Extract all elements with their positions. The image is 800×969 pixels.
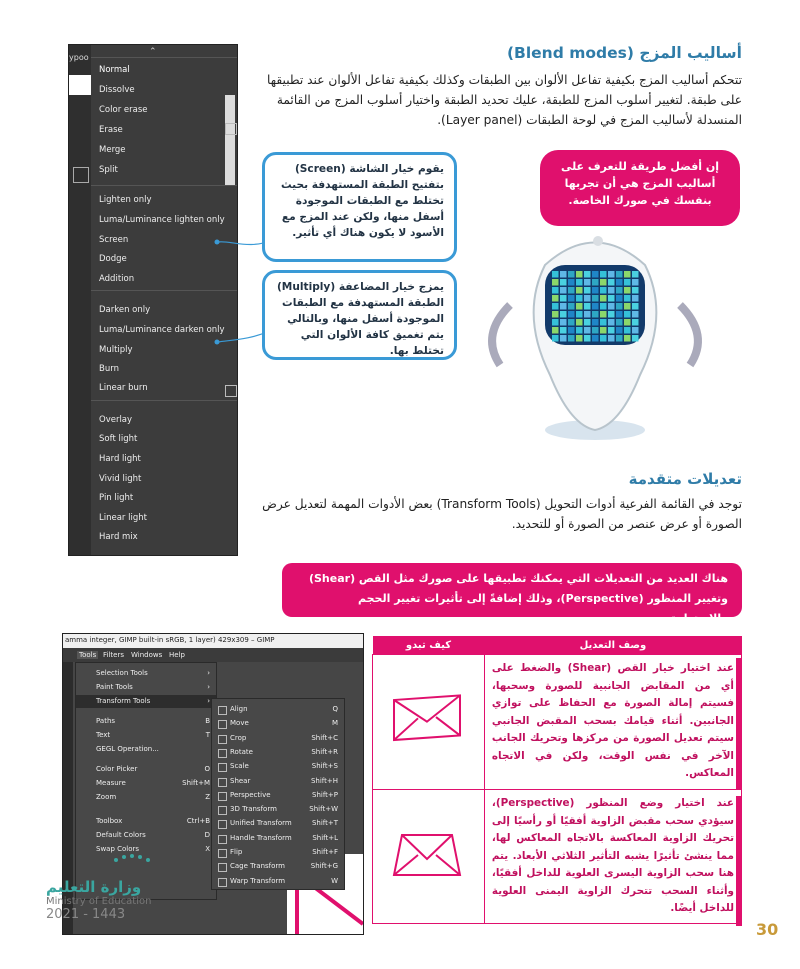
menu-item-shortcut: T (205, 731, 210, 739)
table-row (484, 655, 741, 790)
blend-mode-item[interactable]: Linear burn (99, 383, 148, 393)
menu-item-shortcut: Z (205, 793, 210, 801)
transform-menu-item[interactable] (212, 817, 344, 830)
transform-menu-item[interactable] (212, 789, 344, 802)
menu-item-shortcut: W (331, 876, 338, 885)
menu-item-shortcut: O (204, 765, 210, 773)
menu-item-label: 3D Transform (230, 805, 277, 814)
menu-item-shortcut: Shift+L (312, 833, 338, 842)
gimp-titlebar (63, 634, 363, 648)
menu-item-shortcut: B (205, 717, 210, 725)
menu-item-label: Zoom (96, 793, 117, 801)
transform-table (372, 636, 742, 924)
table-accent-bar (736, 658, 742, 790)
tool-icon (218, 749, 227, 758)
blend-mode-item[interactable]: Addition (99, 274, 135, 284)
transform-menu-item[interactable] (212, 860, 344, 873)
menu-item-shortcut: Shift+W (309, 805, 338, 814)
transform-menu-item[interactable] (212, 703, 344, 716)
blend-mode-item[interactable]: Soft light (99, 434, 138, 444)
col-header-look: كيف تبدو (373, 636, 485, 655)
blend-mode-item[interactable]: Overlay (99, 415, 133, 425)
tool-icon (218, 806, 227, 815)
transform-menu-item[interactable] (212, 717, 344, 730)
menu-item-label: Scale (230, 762, 249, 771)
tools-menu-item[interactable] (76, 815, 216, 828)
menu-item-label: Rotate (230, 747, 253, 756)
blend-mode-item[interactable]: Split (99, 165, 118, 175)
ministry-name-ar: وزارة التعليم (46, 878, 142, 896)
tool-icon (218, 735, 227, 744)
blend-mode-item[interactable]: Lighten only (99, 195, 152, 205)
page-number: 30 (756, 920, 779, 939)
tool-icon (218, 849, 227, 858)
menu-item-label: Text (96, 731, 111, 739)
ministry-name-en: Ministry of Education (46, 896, 152, 907)
menu-tools[interactable]: Tools (79, 651, 97, 659)
blend-mode-item[interactable]: Color erase (99, 105, 148, 115)
checkbox-icon[interactable] (225, 123, 237, 135)
blend-mode-item[interactable]: Luma/Luminance darken only (99, 325, 225, 335)
menu-item-label: Toolbox (96, 817, 123, 825)
blend-mode-item[interactable]: Merge (99, 145, 126, 155)
gimp-menubar (63, 648, 363, 662)
menu-item-shortcut: M (331, 719, 338, 728)
ministry-logo (46, 852, 166, 922)
menu-item-shortcut: › (207, 697, 210, 705)
menu-item-shortcut: Ctrl+B (186, 817, 210, 825)
tool-icon (218, 835, 227, 844)
menu-item-label: Warp Transform (230, 876, 286, 885)
blend-mode-item[interactable]: Pin light (99, 493, 134, 503)
year-label: 2021 - 1443 (46, 907, 126, 922)
tools-menu-item[interactable] (76, 667, 216, 680)
shear-envelope-icon (374, 656, 480, 784)
ministry-logo-mark (46, 852, 166, 874)
callout-multiply: يمزج خيار المضاعفة (Multiply) الطبقة المستهدفة مع الطبقات الموجودة أسفل منها، وبالتالي يتم تغميق كافة الألوان التي تختلط بها. (262, 270, 457, 360)
tools-menu-item[interactable] (76, 695, 216, 708)
tools-menu-item[interactable] (76, 681, 216, 694)
table-accent-bar (736, 796, 742, 926)
menu-item-label: GEGL Operation... (96, 745, 159, 753)
transform-menu-item[interactable] (212, 775, 344, 788)
transform-submenu (211, 698, 345, 890)
gimp-title: amma integer, GIMP built-in sRGB, 1 layer) 429x309 – GIMP (65, 636, 275, 644)
transform-menu-item[interactable] (212, 760, 344, 773)
menu-item-label: Default Colors (96, 831, 146, 839)
tool-icon (218, 863, 227, 872)
tool-icon (218, 706, 227, 715)
blend-mode-item[interactable]: Luma/Luminance lighten only (99, 215, 225, 225)
divider (91, 57, 237, 58)
col-header-desc: وصف التعديل (484, 636, 741, 655)
menu-item-shortcut: Q (332, 705, 338, 713)
blend-mode-item[interactable]: Normal (99, 65, 130, 75)
menu-item-shortcut: Shift+G (310, 862, 338, 871)
menu-item-label: Handle Transform (230, 833, 292, 842)
menu-item-shortcut: Shift+H (310, 776, 338, 785)
section-paragraph-blend-modes: تتحكم أساليب المزج بكيفية تفاعل الألوان بين الطبقات وكذلك بكيفية تفاعل الألوان عند تطبيقها على طبقة. لتغيير أسلوب المزج للطبقة، عليك تحديد الطبقة واختيار أسلوب المزج من القائمة المنسدلة لأساليب المزج في لوحة الطبقات (Layer panel). (267, 73, 742, 127)
divider (91, 400, 237, 401)
table-row (484, 790, 741, 924)
robot-speech-bubble: إن أفضل طريقة للتعرف على أساليب المزج هي أن تجربها بنفسك في صورك الخاصة. (540, 150, 740, 226)
table-cell-image (373, 655, 485, 790)
menu-item-label: Paths (96, 717, 116, 725)
table-cell-image (373, 790, 485, 924)
menu-item-shortcut: Shift+C (311, 733, 338, 742)
menu-item-shortcut: Shift+S (311, 762, 338, 771)
blend-mode-item[interactable]: Linear light (99, 513, 147, 523)
blend-mode-item[interactable]: Vivid light (99, 474, 142, 484)
callout-screen: يقوم خيار الشاشة (Screen) بتفتيح الطبقة المستهدفة بحيث تختلط مع الطبقات الموجودة أسفل منها، ولكن عند المزج مع الأسود لا يكون هناك أي تأثير. (262, 152, 457, 262)
tools-menu-item[interactable] (76, 729, 216, 742)
tool-icon (218, 878, 227, 887)
tools-menu-item[interactable] (76, 829, 216, 842)
lock-icon[interactable] (73, 167, 89, 183)
menu-item-shortcut: Shift+M (182, 779, 210, 787)
menu-item-label: Transform Tools (96, 697, 151, 705)
blend-mode-item[interactable]: Burn (99, 364, 119, 374)
checkbox-icon[interactable] (225, 385, 237, 397)
menu-item-label: Color Picker (96, 765, 138, 773)
tools-menu-item[interactable] (76, 715, 216, 728)
transform-menu-item[interactable] (212, 732, 344, 745)
table-cell-text: عند اختيار خيار القص (Shear) والضغط على أي من المقابض الجانبية للصورة وسحبها، فسيتم إمالة الصورة مع الحفاظ على توازي الجانبين. أثناء قيامك بسحب المقبض الجانبي سيتم تعديل الصورة من مركزها وتحريك الجانب الآخر في نفس الوقت، ولكن في الاتجاه المعاكس. (491, 662, 734, 779)
tool-icon (218, 778, 227, 787)
tool-icon (218, 820, 227, 829)
blend-mode-item[interactable]: Hard light (99, 454, 141, 464)
menu-item-label: Paint Tools (96, 683, 133, 691)
menu-item-label: Selection Tools (96, 669, 148, 677)
menu-item-label: Perspective (230, 790, 271, 799)
menu-windows[interactable]: Windows (131, 651, 163, 659)
tools-menu-item[interactable] (76, 791, 216, 804)
menu-item-label: Cage Transform (230, 862, 285, 871)
tool-icon (218, 792, 227, 801)
blend-mode-item[interactable]: Erase (99, 125, 123, 135)
blend-mode-item[interactable]: Multiply (99, 345, 133, 355)
transform-menu-item[interactable] (212, 803, 344, 816)
transform-menu-item[interactable] (212, 746, 344, 759)
tool-icon (218, 763, 227, 772)
menu-item-label: Shear (230, 776, 251, 785)
blend-mode-item[interactable]: Dodge (99, 254, 127, 264)
blend-mode-item[interactable]: Dissolve (99, 85, 135, 95)
robot-illustration (470, 225, 720, 450)
menu-item-label: Flip (230, 848, 243, 856)
menu-item-shortcut: › (207, 683, 210, 691)
menu-item-label: Move (230, 719, 249, 728)
blend-mode-item[interactable]: Hard mix (99, 532, 138, 542)
tools-menu-item[interactable] (76, 743, 216, 756)
transform-menu-item[interactable] (212, 875, 344, 888)
menu-item-label: Unified Transform (230, 819, 292, 828)
menu-item-shortcut: Shift+T (311, 819, 338, 828)
menu-item-shortcut: Shift+P (312, 790, 338, 799)
menu-item-shortcut: Shift+R (311, 747, 338, 756)
menu-item-shortcut: › (207, 669, 210, 677)
blend-mode-item[interactable]: Darken only (99, 305, 151, 315)
menu-item-label: Align (230, 705, 248, 713)
menu-item-shortcut: D (204, 831, 210, 839)
menu-filters[interactable]: Filters (103, 651, 124, 659)
info-banner: هناك العديد من التعديلات التي يمكنك تطبيقها على صورك مثل القص (Shear) وتغيير المنظور (Perspective)، وذلك إضافةً إلى تأثيرات تغيير الحجم والاستدارة. (282, 563, 742, 617)
tools-menu-item[interactable] (76, 777, 216, 790)
scroll-up-icon[interactable]: ⌃ (149, 47, 157, 57)
table-cell-text: عند اختيار وضع المنظور (Perspective)، سيؤدي سحب مقبض الزاوية أفقيًا أو رأسيًا إلى تحريك الزاوية المعاكسة بالاتجاه المعاكس لها، مما ينشئ تأثيرًا يشبه التأثير الثلاثي الأبعاد. يتم هنا سحب الزاوية اليسرى العلوية للداخل أفقيًا، وأثناء السحب تتحرك الزاوية اليمنى العلوية للداخل أيضًا. (491, 797, 734, 914)
blend-menu-left-strip (69, 45, 91, 555)
section-title-advanced: تعديلات متقدمة (628, 470, 742, 488)
menu-item-label: Measure (96, 779, 126, 787)
menu-item-label: Crop (230, 733, 247, 742)
blend-menu-swatch (69, 75, 91, 95)
menu-help[interactable]: Help (169, 651, 185, 659)
transform-menu-item[interactable] (212, 846, 344, 859)
menu-item-shortcut: X (205, 845, 210, 853)
tool-icon (218, 720, 227, 729)
menu-item-shortcut: Shift+F (312, 848, 338, 856)
section-title-blend-modes: أساليب المزج (Blend modes) (506, 44, 742, 62)
menu-item-label: Swap Colors (96, 845, 140, 853)
perspective-envelope-icon (374, 791, 480, 917)
tools-menu-item[interactable] (76, 763, 216, 776)
blend-mode-item[interactable]: Screen (99, 235, 129, 245)
section-paragraph-advanced: توجد في القائمة الفرعية أدوات التحويل (Transform Tools) بعض الأدوات المهمة لتعديل عرض الصورة أو عرض عنصر من الصورة أو للتحديد. (262, 497, 742, 531)
scrollbar[interactable] (225, 95, 235, 185)
transform-menu-item[interactable] (212, 832, 344, 845)
blend-menu-top-label: ypoo (69, 53, 89, 62)
